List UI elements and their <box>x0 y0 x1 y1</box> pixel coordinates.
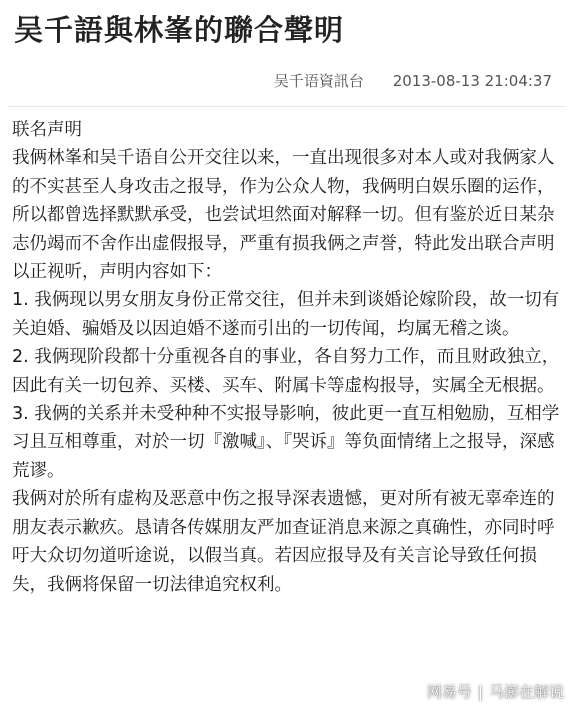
article-source[interactable]: 吴千语資訊台 <box>273 72 364 90</box>
watermark-author: 马澎在解说 <box>488 683 564 701</box>
watermark <box>427 681 564 702</box>
watermark-brand: 网易号 <box>426 683 472 701</box>
article-meta <box>274 70 552 91</box>
article-datetime: 2013-08-13 21:04:37 <box>392 72 552 90</box>
article-title: 吴千語與林峯的聯合聲明 <box>14 13 345 47</box>
article-body <box>12 116 564 599</box>
paragraph-point-1: 1. 我俩现以男女朋友身份正常交往，但并未到谈婚论嫁阶段，故一切有关迫婚、骗婚及以因迫婚不遂而引出的一切传闻，均属无稽之谈。 <box>12 290 560 339</box>
watermark-separator: | <box>477 683 483 701</box>
header-divider <box>8 106 566 107</box>
paragraph-point-2: 2. 我俩现阶段都十分重视各自的事业，各自努力工作，而且财政独立，因此有关一切包养、买楼、买车、附属卡等虚构报导，实属全无根据。 <box>12 347 560 396</box>
paragraph-closing: 我俩对於所有虚构及恶意中伤之报导深表遗憾，更对所有被无辜牵连的朋友表示歉疚。恳请各传媒朋友严加查证消息来源之真确性，亦同时呼吁大众切勿道听途说，以假当真。若因应报导及有关言论导致任何损失，我俩将保留一切法律追究权利。 <box>12 489 555 595</box>
statement-heading: 联名声明 <box>12 120 82 140</box>
paragraph-point-3: 3. 我俩的关系并未受种种不实报导影响，彼此更一直互相勉励，互相学习且互相尊重，对於一切『激喊』、『哭诉』等负面情绪上之报导，深感荒谬。 <box>12 404 560 481</box>
paragraph-intro: 我俩林峯和吴千语自公开交往以来，一直出现很多对本人或对我俩家人的不实甚至人身攻击之报导，作为公众人物，我俩明白娱乐圈的运作，所以都曾选择默默承受，也尝试坦然面对解释一切。但有鉴於近日某杂志仍竭而不舍作出虚假报导，严重有损我俩之声誉，特此发出联合声明以正视听，声明内容如下： <box>12 148 555 283</box>
